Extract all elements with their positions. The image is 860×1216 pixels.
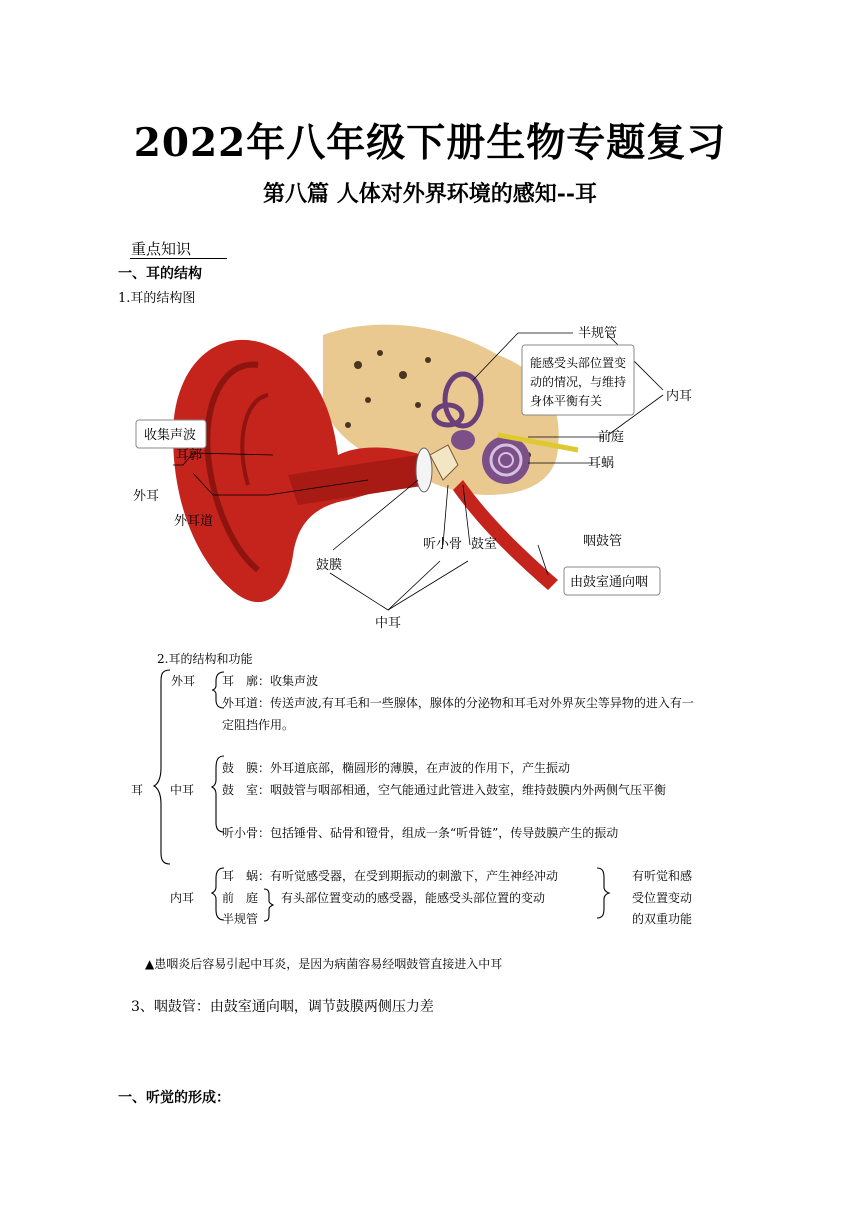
focus-underline [130,258,227,259]
label-tympanic-cavity: 鼓室 [471,537,498,552]
label-outer-ear: 外耳 [133,489,160,504]
label-eardrum: 鼓膜 [316,558,343,573]
table-dual-3: 的双重功能 [632,912,693,926]
right-brace [595,866,615,920]
label-collect-sound: 收集声波 [144,428,197,443]
table-outer-canal-1: 外耳道：传送声波,有耳毛和一些腺体，腺体的分泌物和耳毛对外界灰尘等异物的进入有一 [222,696,694,710]
item-eustachian: 3、咽鼓管：由鼓室通向咽，调节鼓膜两侧压力差 [131,999,434,1015]
section-hearing-formation: 一、听觉的形成： [118,1090,230,1106]
vestibule-shape [451,430,475,450]
table-in-semicircular: 半规管 [222,912,259,926]
label-inner-ear: 内耳 [666,389,693,404]
label-vestibule: 前庭 [598,430,625,445]
table-mid-cavity: 鼓 室：咽鼓管与咽部相通，空气能通过此管进入鼓室，维持鼓膜内外两侧气压平衡 [222,783,667,797]
note-pharyngitis: ▲患咽炎后容易引起中耳炎，是因为病菌容易经咽鼓管直接进入中耳 [145,957,503,971]
section-ear-structure: 一、耳的结构 [118,266,202,282]
table-dual-2: 受位置变动 [632,891,693,905]
table-in-vestibule: 前 庭 [222,891,259,905]
subheading-structure-function: 2.耳的结构和功能 [157,652,253,666]
eardrum-shape [416,448,432,492]
label-ossicles: 听小骨 [423,537,463,552]
label-ear-canal: 外耳道 [174,514,214,529]
ear-structure-diagram [118,305,728,635]
table-ear: 耳 [131,783,144,797]
label-note-2: 动的情况，与维持 [530,375,627,389]
table-outer-ear: 外耳 [171,674,196,688]
label-auricle: 耳郭 [176,448,203,463]
page-title: 2022年八年级下册生物专题复习 [133,120,727,166]
label-cochlea: 耳蜗 [588,456,615,471]
table-mid-eardrum: 鼓 膜：外耳道底部，椭圆形的薄膜，在声波的作用下，产生振动 [222,761,571,775]
label-eustachian: 咽鼓管 [583,534,623,549]
page-subtitle: 第八篇 人体对外界环境的感知--耳 [263,181,597,207]
label-eustachian-note: 由鼓室通向咽 [570,575,649,590]
label-note-3: 身体平衡有关 [530,394,603,408]
table-mid-ossicles: 听小骨：包括锤骨、砧骨和镫骨，组成一条“听骨链”，传导鼓膜产生的振动 [222,826,619,840]
label-middle-ear: 中耳 [375,616,402,631]
table-outer-canal-2: 定阻挡作用。 [222,718,295,732]
label-semicircular: 半规管 [578,326,618,341]
label-note-1: 能感受头部位置变 [530,356,627,370]
table-in-cochlea: 耳 蜗：有听觉感受器，在受到期振动的刺激下，产生神经冲动 [222,869,559,883]
focus-heading: 重点知识 [131,240,192,258]
table-outer-auricle: 耳 廓：收集声波 [222,674,319,688]
table-dual-1: 有听觉和感 [632,869,693,883]
small-brace [262,887,278,923]
cochlea-shape [482,436,530,484]
table-in-position: 有头部位置变动的感受器，能感受头部位置的变动 [281,891,546,905]
table-middle-ear: 中耳 [170,783,195,797]
table-inner-ear: 内耳 [170,891,195,905]
subheading-ear-diagram: 1.耳的结构图 [118,291,196,306]
